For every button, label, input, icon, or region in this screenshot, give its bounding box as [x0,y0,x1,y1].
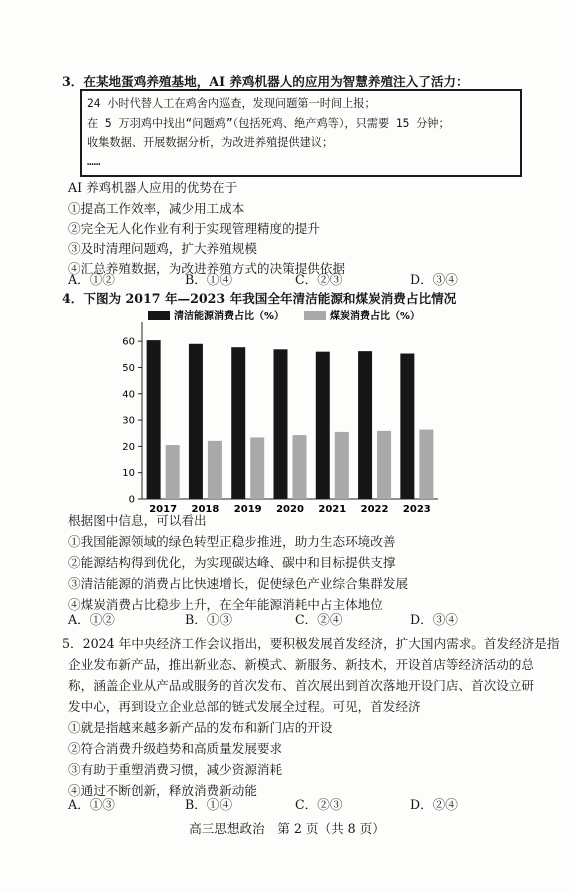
q3-choice-c[interactable]: C．②③ [295,272,343,287]
q3-choice-d[interactable]: D．③④ [410,272,458,287]
clean-bar-2017 [147,340,161,499]
q3-choice-b[interactable]: B．①④ [185,272,233,287]
q5-option-2: ②符合消费升级趋势和高质量发展要求 [68,741,283,756]
q4-prompt: 根据图中信息，可以看出 [68,513,207,528]
chart-legend [148,309,420,322]
x-tick-label-2021: 2021 [318,504,347,512]
q5-choice-a[interactable]: A．①③ [68,797,115,812]
y-tick-label-20: 20 [122,441,135,453]
q3-box-line-4: …… [87,155,101,168]
clean-bar-2021 [316,352,330,499]
coal-bar-2022 [377,431,391,499]
clean-bar-2018 [189,344,203,499]
coal-bar-2017 [166,445,180,499]
q5-line-2: 企业发布新产品，推出新业态、新模式、新服务、新技术，开设首店等经济活动的总 [68,657,534,672]
legend-label-clean: 清洁能源消费占比（%） [174,311,285,322]
y-tick-label-40: 40 [122,389,135,401]
clean-bar-2020 [274,349,288,499]
coal-bar-2023 [419,430,433,499]
coal-bar-2018 [208,441,222,499]
q3-stem: 3．在某地蛋鸡养殖基地，AI 养鸡机器人的应用为智慧养殖注入了活力： [62,74,469,89]
q3-box-line-2: 在 5 万羽鸡中找出“问题鸡”（包括死鸡、绝产鸡等），只需要 15 分钟； [87,117,450,130]
q5-line-1: 5．2024 年中央经济工作会议指出，要积极发展首发经济，扩大国内需求。首发经济是指 [62,636,560,651]
q3-choices [0,272,574,290]
legend-swatch-coal [304,311,326,320]
clean-bar-2022 [358,351,372,499]
q4-choice-c[interactable]: C．②④ [295,612,343,627]
clean-bar-2019 [231,347,245,499]
coal-bar-2019 [250,437,264,499]
q5-option-1: ①就是指越来越多新产品的发布和新门店的开设 [68,720,333,735]
q4-option-4: ④煤炭消费占比稳步上升，在全年能源消耗中占主体地位 [68,597,383,612]
q4-choice-b[interactable]: B．①③ [185,612,233,627]
q3-box-line-3: 收集数据、开展数据分析，为改进养殖提供建议； [87,136,334,149]
y-tick-label-30: 30 [122,415,135,427]
q4-choices [0,612,574,630]
q3-option-3: ③及时清理问题鸡，扩大养殖规模 [68,241,257,256]
q4-option-3: ③清洁能源的消费占比快速增长，促使绿色产业综合集群发展 [68,576,409,591]
q4-choice-d[interactable]: D．③④ [410,612,458,627]
x-tick-label-2019: 2019 [233,504,262,512]
x-tick-label-2022: 2022 [360,504,389,512]
q5-choice-d[interactable]: D．②④ [410,797,458,812]
q5-choices [0,797,574,815]
q5-line-3: 称，涵盖企业从产品或服务的首次发布、首次展出到首次落地开设门店、首次设立研 [68,678,534,693]
energy-consumption-chart [108,304,444,512]
q3-option-4: ④汇总养殖数据，为改进养殖方式的决策提供依据 [68,261,346,276]
q3-choice-a[interactable]: A．①② [68,272,115,287]
y-tick-label-0: 0 [128,494,135,506]
clean-bar-2023 [400,354,414,499]
x-tick-label-2017: 2017 [149,504,178,512]
q3-option-2: ②完全无人化作业有利于实现管理精度的提升 [68,221,320,236]
y-tick-label-10: 10 [122,468,135,480]
x-tick-label-2018: 2018 [191,504,220,512]
x-tick-label-2020: 2020 [276,504,304,512]
chart-plot-area [122,322,438,512]
q3-prompt: AI 养鸡机器人应用的优势在于 [68,180,238,195]
q5-choice-b[interactable]: B．①④ [185,797,233,812]
q3-option-1: ①提高工作效率，减少用工成本 [68,201,245,216]
coal-bar-2020 [293,435,307,499]
y-tick-label-50: 50 [122,362,135,374]
q5-line-4: 发中心，再到设立企业总部的链式发展全过程。可见，首发经济 [68,699,421,714]
q5-choice-c[interactable]: C．②③ [295,797,343,812]
q5-option-3: ③有助于重塑消费习惯，减少资源消耗 [68,762,283,777]
legend-swatch-clean [148,311,170,320]
q3-box-line-1: 24 小时代替人工在鸡舍内巡查，发现问题第一时间上报； [87,97,376,110]
page-footer: 高三思想政治 第 2 页（共 8 页） [189,821,385,836]
q4-choice-a[interactable]: A．①② [68,612,115,627]
q4-stem: 4．下图为 2017 年—2023 年我国全年清洁能源和煤炭消费占比情况 [62,291,457,306]
y-tick-label-60: 60 [122,336,135,348]
q5-option-4: ④通过不断创新，释放消费新动能 [68,783,257,798]
q4-option-1: ①我国能源领域的绿色转型正稳步推进，助力生态环境改善 [68,534,396,549]
coal-bar-2021 [335,432,349,499]
x-tick-label-2023: 2023 [402,504,431,512]
legend-label-coal: 煤炭消费占比（%） [330,311,421,322]
q4-option-2: ②能源结构得到优化，为实现碳达峰、碳中和目标提供支撑 [68,555,396,570]
